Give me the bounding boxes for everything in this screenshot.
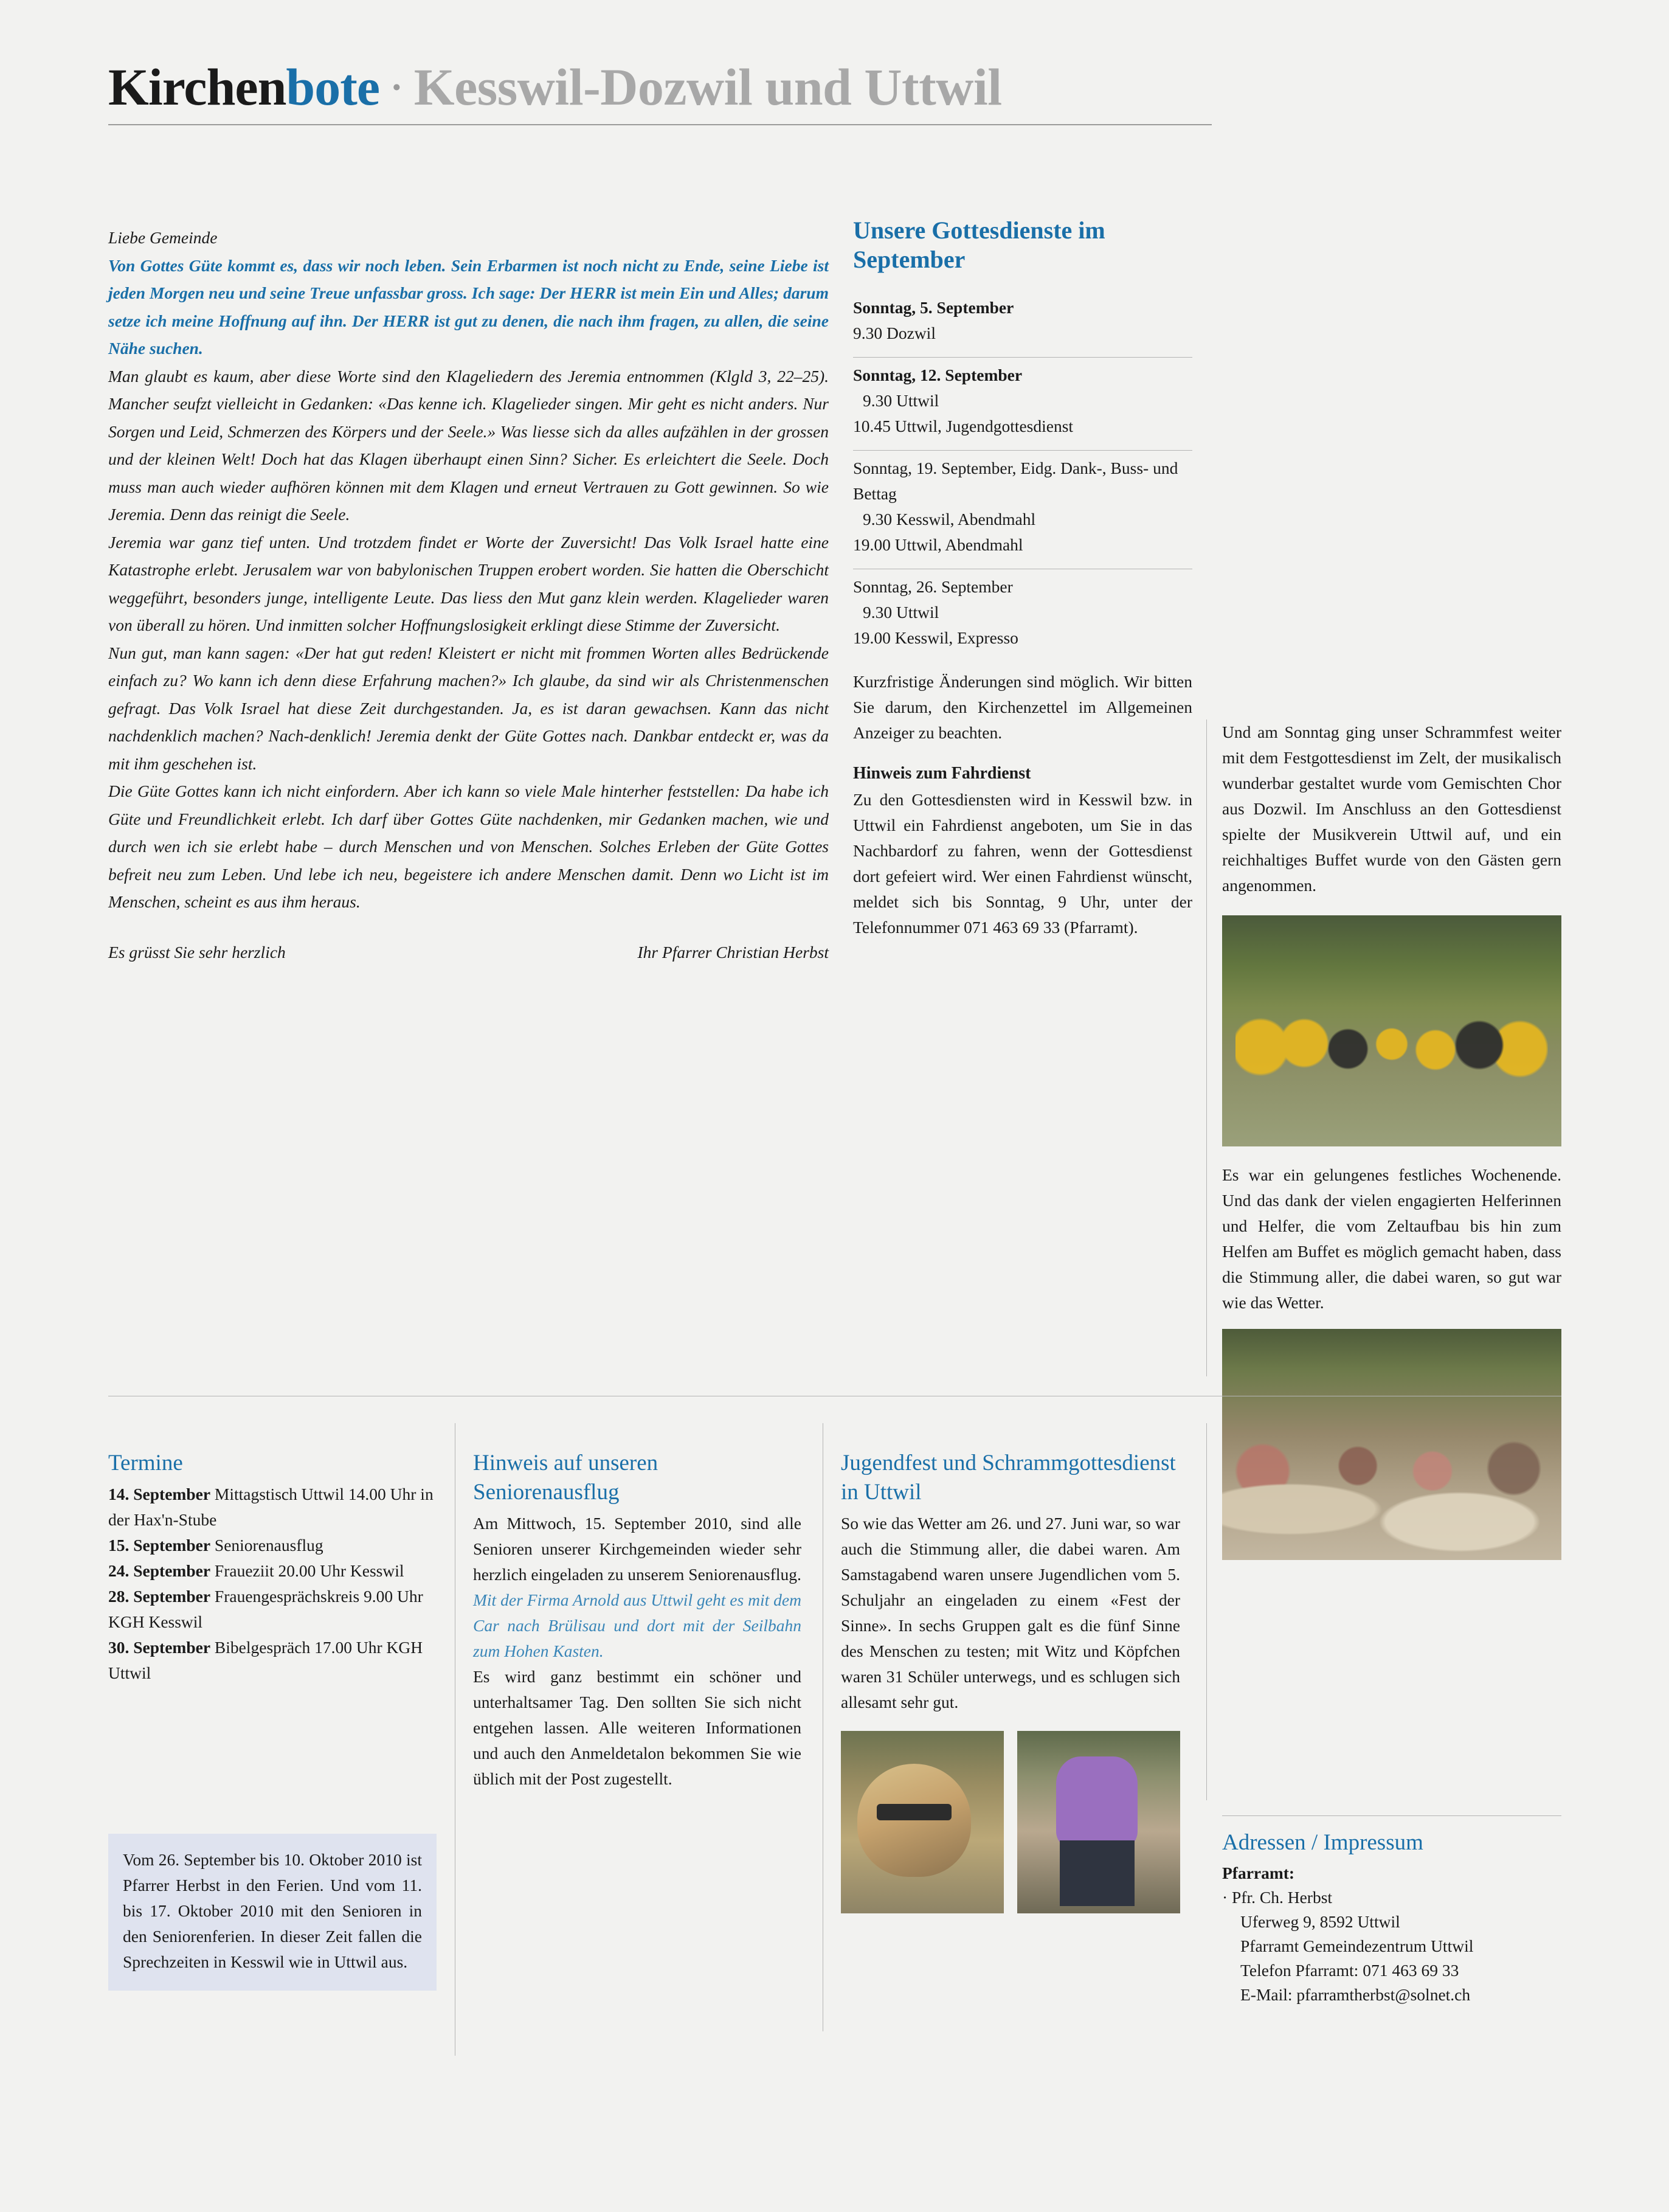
termin-date: 15. September: [108, 1536, 211, 1555]
service-date: Sonntag, 12. September: [853, 366, 1023, 384]
editorial-greeting: Liebe Gemeinde: [108, 228, 218, 247]
service-time: 19.00 Uttwil, Abendmahl: [853, 535, 1023, 554]
editorial-scripture: Von Gottes Güte kommt es, dass wir noch leben. Sein Erbarmen ist noch nicht zu Ende, seine Liebe ist jeden Morgen neu und seine Treue unfassbar gross. Ich sage: Der HERR ist mein Ein und Alles; darum setze ich meine Hoffnung auf ihn. Der HERR ist gut zu denen, die nach ihm fragen, zu allen, die seine Nähe suchen.: [108, 255, 829, 358]
editorial-paragraph: Die Güte Gottes kann ich nicht einfordern. Aber ich kann so viele Male hinterher feststellen: Da habe ich Güte und Freundlichkeit erlebt. Ich darf über Gottes Güte nachdenken, mir Gedanken machen, wie und durch wen ich sie erlebt habe – durch Menschen und von Menschen. Solches Erleben der Güte Gottes befreit neu zum Leben. Und lebe ich neu, begeistere ich andere Menschen damit. Denn wo Licht ist im Menschen, scheint es aus ihm heraus.: [108, 782, 829, 911]
termin-date: 28. September: [108, 1587, 211, 1606]
seniorenausflug-heading: Hinweis auf unseren Seniorenausflug: [473, 1451, 658, 1505]
editorial-paragraph: Nun gut, man kann sagen: «Der hat gut reden! Kleistert er nicht mit frommen Worten alles Bedrückende einfach zu? Wo kann ich denn diese Erfahrung machen?» Ich glaube, da sind wir als Christenmenschen gefragt. Das Volk Israel hat diese Zeit durchgestanden. Ja, es ist daran gewachsen. Kann das nicht nachdenklich machen? Nach-denklich! Jeremia denkt der Güte Gottes nach. Dankbar entdeckt er, was da mit ihm geschehen ist.: [108, 643, 829, 773]
service-time: 9.30 Dozwil: [853, 324, 936, 342]
service-time: 9.30 Uttwil: [863, 603, 939, 622]
jugendfest-text: So wie das Wetter am 26. und 27. Juni war, so war auch die Stimmung aller, die dabei waren. Am Samstagabend waren unsere Jugendlichen vom 5. Schuljahr an eingeladen zu einem «Fest der Sinne». In sechs Gruppen galt es die fünf Sinne des Menschen zu testen; mit Witz und Köpfchen waren 31 Schüler unterwegs, und es schlugen sich allesamt sehr gut.: [841, 1514, 1180, 1711]
service-block: [853, 290, 1192, 355]
termin-date: 30. September: [108, 1638, 211, 1657]
adressen-line: Telefon Pfarramt: 071 463 69 33: [1240, 1961, 1459, 1980]
service-time: 19.00 Kesswil, Expresso: [853, 628, 1018, 647]
services-column: [853, 216, 1192, 940]
chor-im-zelt-photo: [1222, 915, 1561, 1146]
adressen-line: Uferweg 9, 8592 Uttwil: [1240, 1912, 1400, 1931]
jugendfest-photo-row: [841, 1731, 1180, 1913]
termin-text: Frauengesprächskreis 9.00 Uhr KGH Kesswil: [108, 1587, 423, 1631]
masthead-separator: ·: [388, 58, 406, 116]
fahrdienst-heading: Hinweis zum Fahrdienst: [853, 764, 1031, 783]
column-divider: [1206, 1423, 1207, 1800]
termine-column: [108, 1449, 437, 1686]
ferien-notice-text: Vom 26. September bis 10. Oktober 2010 ist Pfarrer Herbst in den Ferien. Und vom 11. bis 17. Oktober 2010 mit den Senioren in den Seniorenferien. In dieser Zeit fallen die Sprechzeiten in Kesswil wie in Uttwil aus.: [123, 1850, 422, 1971]
service-block: [853, 451, 1192, 566]
masthead-title-main: Kirchen: [108, 58, 286, 116]
adressen-label: Pfarramt:: [1222, 1864, 1295, 1882]
tasten-spiel-photo: [1017, 1731, 1180, 1913]
termin-text: Seniorenausflug: [210, 1536, 323, 1555]
services-note: Kurzfristige Änderungen sind möglich. Wir bitten Sie darum, den Kirchenzettel im Allgemeinen Anzeiger zu beachten.: [853, 672, 1192, 742]
termine-heading: Termine: [108, 1451, 183, 1475]
service-date: Sonntag, 26. September: [853, 577, 1013, 596]
masthead-title-accent: bote: [286, 58, 380, 116]
seniorenausflug-text-1: Am Mittwoch, 15. September 2010, sind alle Senioren unserer Kirchgemeinden wieder sehr herzlich eingeladen zu unserem Seniorenausflug.: [473, 1514, 801, 1584]
termin-text: Fraueziit 20.00 Uhr Kesswil: [210, 1561, 404, 1580]
signoff-right: Ihr Pfarrer Christian Herbst: [637, 942, 829, 962]
service-block: [853, 358, 1192, 448]
services-heading: Unsere Gottesdienste im September: [853, 217, 1105, 273]
service-time: 9.30 Kesswil, Abendmahl: [863, 510, 1036, 529]
masthead: [108, 58, 1561, 125]
schrammfest-column: [1222, 719, 1561, 1560]
service-block: [853, 569, 1192, 659]
termin-text: Mittagstisch Uttwil 14.00 Uhr in der Hax'n-Stube: [108, 1485, 434, 1529]
termin-item: [108, 1584, 437, 1635]
adressen-heading: Adressen / Impressum: [1222, 1830, 1423, 1855]
service-date: Sonntag, 19. September, Eidg. Dank-, Buss- und Bettag: [853, 459, 1178, 503]
fahrdienst-text: Zu den Gottesdiensten wird in Kesswil bzw. in Uttwil ein Fahrdienst angeboten, um Sie in das Nachbardorf zu fahren, wenn der Gottesdienst dort gefeiert wird. Wer einen Fahrdienst wünscht, meldet sich bis Sonntag, 9 Uhr, unter der Telefonnummer 071 463 69 33 (Pfarramt).: [853, 790, 1192, 937]
ferien-notice-box: [108, 1834, 437, 1991]
jugendfest-column: [841, 1449, 1180, 1913]
seniorenausflug-text-2: Es wird ganz bestimmt ein schöner und unterhaltsamer Tag. Den sollten Sie sich nicht entgehen lassen. Alle weiteren Informationen und auch den Anmeldetalon bekommen Sie wie üblich mit der Post zugestellt.: [473, 1667, 801, 1788]
editorial-column: [108, 224, 829, 962]
editorial-paragraph: Jeremia war ganz tief unten. Und trotzdem findet er Worte der Zuversicht! Das Volk Israel hatte eine Katastrophe erlebt. Jerusalem war von babylonischen Truppen erobert worden. Sie hatten die Oberschicht weggeführt, besonders junge, intelligente Leute. Das liess den Mut ganz klein werden. Klagelieder waren von überall zu hören. Und inmitten solcher Hoffnungslosigkeit erklingt diese Stimme der Zuversicht.: [108, 532, 829, 634]
column-divider: [1206, 719, 1207, 1376]
seniorenausflug-column: [473, 1449, 801, 1792]
schrammfest-paragraph-1: Und am Sonntag ging unser Schrammfest weiter mit dem Festgottesdienst im Zelt, der musikalisch wunderbar gestaltet wurde vom Gemischten Chor aus Dozwil. Im Anschluss an den Gottesdienst spielte der Musikverein Uttwil auf, und ein reichhaltiges Buffet wurde von den Gästen gern angenommen.: [1222, 723, 1561, 895]
termin-item: [108, 1482, 437, 1533]
schrammfest-paragraph-2: Es war ein gelungenes festliches Wochenende. Und das dank der vielen engagierten Helferinnen und Helfer, die vom Zeltaufbau bis hin zum Helfen am Buffet es möglich gemacht haben, dass die Stimmung aller, die dabei waren, so gut war wie das Wetter.: [1222, 1165, 1561, 1312]
masthead-title: [108, 58, 1561, 116]
service-date: Sonntag, 5. September: [853, 298, 1014, 317]
service-time: 10.45 Uttwil, Jugendgottesdienst: [853, 417, 1074, 435]
termin-text: Bibelgespräch 17.00 Uhr KGH Uttwil: [108, 1638, 423, 1682]
masthead-divider: [108, 124, 1212, 125]
adressen-impressum: [1222, 1815, 1561, 2007]
augenbinde-spiel-photo: [841, 1731, 1004, 1913]
jugendfest-heading: Jugendfest und Schrammgottesdienst in Uttwil: [841, 1451, 1176, 1505]
adressen-divider: [1222, 1815, 1561, 1816]
signoff-left: Es grüsst Sie sehr herzlich: [108, 942, 286, 962]
termin-item: [108, 1635, 437, 1686]
editorial-paragraph: Man glaubt es kaum, aber diese Worte sind den Klageliedern des Jeremia entnommen (Klgld 3, 22–25). Mancher seufzt vielleicht in Gedanken: «Das kenne ich. Klagelieder singen. Mir geht es nicht anders. Nur Sorgen und Leid, Schmerzen des Körpers und der Seele.» Was liesse sich da alles aufzählen in der grossen und der kleinen Welt! Doch hat das Klagen überhaupt einen Sinn? Sicher. Es erleichtert die Seele. Doch muss man auch wieder aufhören können mit dem Klagen und erneut Vertrauen zu Gott gewinnen. So wie Jeremia. Denn das reinigt die Seele.: [108, 366, 829, 524]
adressen-line: Pfarramt Gemeindezentrum Uttwil: [1240, 1936, 1474, 1955]
service-time: 9.30 Uttwil: [863, 391, 939, 410]
termin-item: [108, 1558, 437, 1584]
seniorenausflug-highlight: Mit der Firma Arnold aus Uttwil geht es mit dem Car nach Brülisau und dort mit der Seilbahn zum Hohen Kasten.: [473, 1590, 801, 1660]
termin-date: 24. September: [108, 1561, 211, 1580]
editorial-signoff: [108, 943, 829, 962]
buffet-tische-photo: [1222, 1329, 1561, 1560]
masthead-subtitle: Kesswil-Dozwil und Uttwil: [413, 58, 1002, 116]
adressen-line: E-Mail: pfarramtherbst@solnet.ch: [1240, 1985, 1471, 2004]
termin-date: 14. September: [108, 1485, 211, 1503]
termin-item: [108, 1533, 437, 1558]
adressen-line: · Pfr. Ch. Herbst: [1222, 1888, 1333, 1907]
